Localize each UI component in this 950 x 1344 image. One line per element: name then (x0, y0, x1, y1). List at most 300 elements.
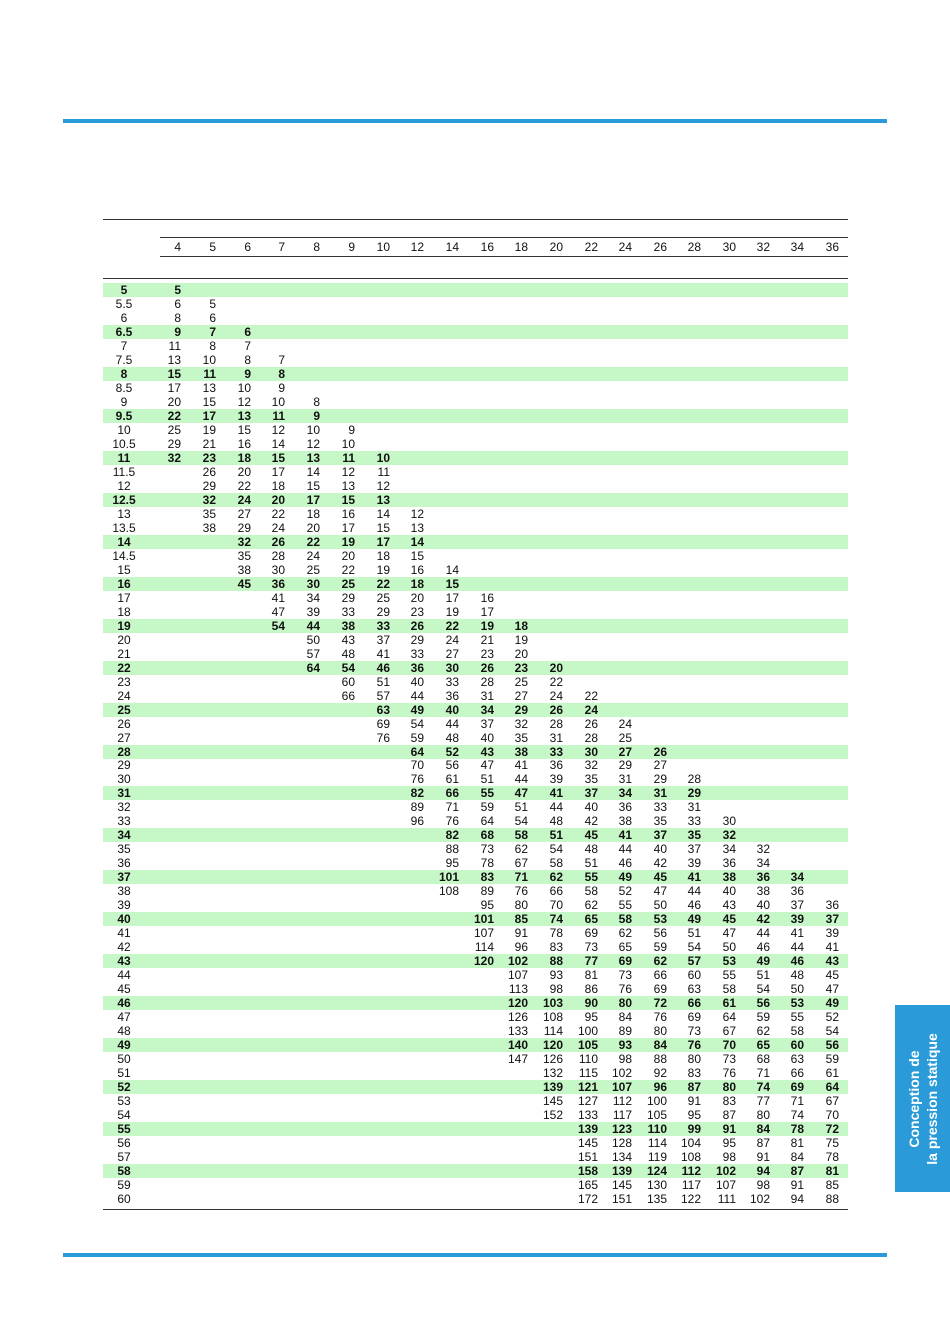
table-cell: 9 (313, 409, 320, 423)
table-cell: 127 (577, 1094, 598, 1108)
table-cell: 32 (237, 535, 251, 549)
table-cell: 50 (306, 633, 320, 647)
table-cell: 91 (756, 1150, 770, 1164)
table-cell: 17 (306, 493, 320, 507)
table-cell: 8 (174, 311, 181, 325)
table-cell: 20 (167, 395, 181, 409)
table-cell: 128 (611, 1136, 632, 1150)
table-cell: 29 (653, 772, 667, 786)
table-cell: 50 (790, 982, 804, 996)
table-cell: 17 (480, 605, 494, 619)
table-cell: 35 (202, 507, 216, 521)
table-cell: 69 (376, 717, 390, 731)
table-cell: 110 (647, 1122, 667, 1136)
table-cell: 24 (549, 689, 563, 703)
table-cell: 54 (549, 842, 563, 856)
table-cell: 74 (756, 1080, 770, 1094)
table-cell: 82 (445, 828, 459, 842)
table-cell: 22 (167, 409, 181, 423)
table-cell: 18 (410, 577, 424, 591)
table-cell: 66 (445, 786, 459, 800)
table-cell: 88 (445, 842, 459, 856)
table-cell: 25 (341, 577, 355, 591)
table-cell: 26 (480, 661, 494, 675)
column-header: 16 (480, 240, 494, 254)
column-header: 5 (209, 240, 216, 254)
row-label: 60 (117, 1192, 131, 1206)
table-cell: 43 (825, 954, 839, 968)
table-cell: 81 (790, 1136, 804, 1150)
table-cell: 165 (577, 1178, 598, 1192)
row-label: 55 (117, 1122, 131, 1136)
table-cell: 29 (341, 591, 355, 605)
table-cell: 44 (618, 842, 632, 856)
table-cell: 28 (480, 675, 494, 689)
table-cell: 41 (687, 870, 701, 884)
table-cell: 126 (507, 1010, 528, 1024)
table-cell: 18 (271, 479, 285, 493)
table-cell: 47 (271, 605, 285, 619)
table-cell: 41 (549, 786, 563, 800)
table-cell: 104 (680, 1136, 701, 1150)
table-cell: 45 (825, 968, 839, 982)
table-cell: 30 (584, 745, 598, 759)
table-cell: 32 (722, 828, 736, 842)
row-label: 18 (117, 605, 131, 619)
table-cell: 7 (278, 353, 285, 367)
table-cell: 98 (722, 1150, 736, 1164)
header-bottom-line (160, 256, 848, 257)
table-cell: 55 (584, 870, 598, 884)
table-cell: 28 (549, 717, 563, 731)
column-header: 10 (376, 240, 390, 254)
row-label: 49 (117, 1038, 131, 1052)
table-cell: 69 (790, 1080, 804, 1094)
table-cell: 83 (722, 1094, 736, 1108)
table-cell: 87 (790, 1164, 804, 1178)
table-cell: 87 (722, 1108, 736, 1122)
table-cell: 57 (376, 689, 390, 703)
table-cell: 24 (306, 549, 320, 563)
table-cell: 39 (306, 605, 320, 619)
table-cell: 38 (341, 619, 355, 633)
table-cell: 30 (306, 577, 320, 591)
table-cell: 14 (410, 535, 424, 549)
table-cell: 27 (618, 745, 632, 759)
table-cell: 11 (272, 409, 285, 423)
table-cell: 33 (376, 619, 390, 633)
table-cell: 34 (306, 591, 320, 605)
table-cell: 11 (168, 339, 181, 353)
table-cell: 122 (680, 1192, 701, 1206)
row-label: 35 (117, 842, 131, 856)
table-cell: 89 (480, 884, 494, 898)
table-cell: 37 (480, 717, 494, 731)
table-cell: 37 (584, 786, 598, 800)
table-cell: 38 (514, 745, 528, 759)
table-cell: 11 (377, 465, 390, 479)
row-label: 33 (117, 814, 131, 828)
table-cell: 34 (790, 870, 804, 884)
table-cell: 20 (237, 465, 251, 479)
table-cell: 8 (313, 395, 320, 409)
table-cell: 120 (507, 996, 528, 1010)
table-cell: 23 (202, 451, 216, 465)
table-cell: 73 (618, 968, 632, 982)
row-highlight (103, 283, 848, 297)
column-header: 7 (278, 240, 285, 254)
table-cell: 172 (577, 1192, 598, 1206)
table-cell: 62 (549, 870, 563, 884)
table-cell: 120 (542, 1038, 563, 1052)
table-cell: 18 (514, 619, 528, 633)
table-cell: 58 (514, 828, 528, 842)
table-cell: 40 (722, 884, 736, 898)
table-cell: 15 (237, 423, 251, 437)
table-cell: 22 (341, 563, 355, 577)
table-cell: 20 (514, 647, 528, 661)
table-cell: 31 (549, 731, 563, 745)
row-label: 14.5 (112, 549, 136, 563)
table-cell: 14 (271, 437, 285, 451)
table-cell: 139 (577, 1122, 598, 1136)
table-cell: 48 (341, 647, 355, 661)
row-label: 32 (117, 800, 131, 814)
table-cell: 47 (480, 758, 494, 772)
table-cell: 13 (410, 521, 424, 535)
table-cell: 120 (473, 954, 494, 968)
table-cell: 37 (653, 828, 667, 842)
table-cell: 33 (687, 814, 701, 828)
table-cell: 29 (167, 437, 181, 451)
table-cell: 61 (445, 772, 459, 786)
table-cell: 77 (584, 954, 598, 968)
table-cell: 102 (611, 1066, 632, 1080)
row-highlight (103, 535, 848, 549)
row-label: 40 (117, 912, 131, 926)
row-label: 6 (120, 311, 128, 325)
table-cell: 34 (756, 856, 770, 870)
table-cell: 17 (376, 535, 390, 549)
table-cell: 47 (653, 884, 667, 898)
table-cell: 57 (687, 954, 701, 968)
table-cell: 13 (167, 353, 181, 367)
table-cell: 93 (549, 968, 563, 982)
table-cell: 103 (542, 996, 563, 1010)
table-cell: 47 (825, 982, 839, 996)
row-label: 43 (117, 954, 131, 968)
table-cell: 9 (244, 367, 251, 381)
table-cell: 38 (756, 884, 770, 898)
table-cell: 84 (790, 1150, 804, 1164)
table-cell: 133 (577, 1108, 598, 1122)
table-cell: 112 (681, 1164, 701, 1178)
table-cell: 22 (584, 689, 598, 703)
section-tab-line1: Conception de (905, 1049, 922, 1148)
table-cell: 46 (687, 898, 701, 912)
table-cell: 12 (410, 507, 424, 521)
table-cell: 86 (584, 982, 598, 996)
table-cell: 54 (825, 1024, 839, 1038)
table-cell: 64 (825, 1080, 839, 1094)
table-cell: 64 (722, 1010, 736, 1024)
column-header: 34 (790, 240, 804, 254)
table-cell: 71 (445, 800, 459, 814)
table-cell: 99 (687, 1122, 701, 1136)
table-cell: 95 (445, 856, 459, 870)
table-cell: 24 (445, 633, 459, 647)
table-cell: 10 (202, 353, 216, 367)
table-cell: 30 (271, 563, 285, 577)
table-cell: 67 (514, 856, 528, 870)
table-cell: 80 (687, 1052, 701, 1066)
table-cell: 43 (341, 633, 355, 647)
table-cell: 82 (410, 786, 424, 800)
table-cell: 55 (722, 968, 736, 982)
row-label: 12.5 (112, 493, 136, 507)
row-label: 11.5 (112, 465, 136, 479)
table-cell: 41 (514, 758, 528, 772)
table-cell: 37 (790, 898, 804, 912)
table-cell: 27 (445, 647, 459, 661)
table-cell: 36 (825, 898, 839, 912)
table-cell: 45 (653, 870, 667, 884)
row-label: 25 (117, 703, 131, 717)
table-cell: 35 (653, 814, 667, 828)
table-cell: 61 (722, 996, 736, 1010)
table-cell: 70 (722, 1038, 736, 1052)
table-cell: 98 (549, 982, 563, 996)
table-cell: 26 (584, 717, 598, 731)
table-cell: 24 (584, 703, 598, 717)
row-label: 10 (117, 423, 131, 437)
table-cell: 14 (376, 507, 390, 521)
table-cell: 10 (237, 381, 251, 395)
table-cell: 44 (549, 800, 563, 814)
table-cell: 100 (577, 1024, 598, 1038)
table-cell: 64 (410, 745, 424, 759)
table-cell: 124 (646, 1164, 667, 1178)
row-label: 8.5 (115, 381, 133, 395)
row-label: 27 (117, 731, 131, 745)
table-cell: 54 (687, 940, 701, 954)
table-cell: 58 (722, 982, 736, 996)
table-cell: 31 (618, 772, 632, 786)
table-cell: 60 (687, 968, 701, 982)
section-tab (895, 1005, 950, 1192)
row-label: 47 (117, 1010, 131, 1024)
table-cell: 60 (341, 675, 355, 689)
table-cell: 45 (584, 828, 598, 842)
table-cell: 17 (167, 381, 181, 395)
table-cell: 76 (653, 1010, 667, 1024)
table-cell: 26 (653, 745, 667, 759)
table-cell: 57 (306, 647, 320, 661)
row-label: 20 (117, 633, 131, 647)
column-header: 14 (445, 240, 459, 254)
section-tab-line2: la pression statique (923, 1032, 940, 1165)
table-cell: 113 (508, 982, 528, 996)
table-cell: 80 (514, 898, 528, 912)
table-cell: 40 (584, 800, 598, 814)
table-cell: 13 (341, 479, 355, 493)
table-cell: 16 (410, 563, 424, 577)
row-label: 8 (120, 367, 128, 381)
table-cell: 110 (578, 1052, 598, 1066)
table-cell: 54 (341, 661, 355, 675)
table-cell: 9 (174, 325, 181, 339)
table-cell: 63 (687, 982, 701, 996)
table-cell: 83 (480, 870, 494, 884)
table-cell: 23 (410, 605, 424, 619)
table-cell: 8 (209, 339, 216, 353)
table-cell: 28 (271, 549, 285, 563)
table-cell: 40 (410, 675, 424, 689)
table-cell: 101 (473, 912, 494, 926)
table-cell: 36 (271, 577, 285, 591)
table-cell: 29 (514, 703, 528, 717)
table-cell: 75 (825, 1136, 839, 1150)
table-cell: 33 (653, 800, 667, 814)
table-cell: 98 (618, 1052, 632, 1066)
table-cell: 48 (790, 968, 804, 982)
table-cell: 29 (202, 479, 216, 493)
table-cell: 24 (271, 521, 285, 535)
table-cell: 20 (341, 549, 355, 563)
table-cell: 60 (790, 1038, 804, 1052)
table-cell: 53 (653, 912, 667, 926)
table-cell: 15 (167, 367, 181, 381)
row-label: 48 (117, 1024, 131, 1038)
table-cell: 130 (646, 1178, 667, 1192)
table-cell: 108 (438, 884, 459, 898)
table-cell: 114 (647, 1136, 667, 1150)
table-cell: 51 (376, 675, 390, 689)
table-cell: 49 (687, 912, 701, 926)
table-cell: 90 (584, 996, 598, 1010)
table-cell: 33 (410, 647, 424, 661)
table-cell: 51 (480, 772, 494, 786)
table-cell: 31 (687, 800, 701, 814)
table-cell: 15 (306, 479, 320, 493)
table-cell: 68 (480, 828, 494, 842)
row-label: 13 (117, 507, 131, 521)
row-label: 21 (117, 647, 131, 661)
table-cell: 43 (722, 898, 736, 912)
table-cell: 68 (756, 1052, 770, 1066)
table-cell: 102 (715, 1164, 736, 1178)
table-cell: 41 (790, 926, 804, 940)
table-cell: 91 (514, 926, 528, 940)
table-cell: 69 (584, 926, 598, 940)
row-label: 54 (117, 1108, 131, 1122)
table-cell: 19 (341, 535, 355, 549)
table-cell: 22 (306, 535, 320, 549)
table-cell: 95 (687, 1108, 701, 1122)
table-cell: 36 (756, 870, 770, 884)
table-cell: 66 (549, 884, 563, 898)
table-cell: 151 (577, 1150, 598, 1164)
table-cell: 15 (271, 451, 285, 465)
table-cell: 70 (825, 1108, 839, 1122)
table-cell: 12 (306, 437, 320, 451)
table-cell: 54 (514, 814, 528, 828)
table-cell: 85 (825, 1178, 839, 1192)
row-label: 9.5 (115, 409, 133, 423)
table-cell: 19 (202, 423, 216, 437)
table-cell: 25 (167, 423, 181, 437)
table-cell: 34 (618, 786, 632, 800)
table-cell: 105 (646, 1108, 667, 1122)
table-cell: 44 (790, 940, 804, 954)
table-cell: 36 (790, 884, 804, 898)
table-cell: 44 (756, 926, 770, 940)
table-cell: 17 (271, 465, 285, 479)
table-cell: 73 (584, 940, 598, 954)
table-cell: 14 (445, 563, 459, 577)
table-cell: 10 (306, 423, 320, 437)
table-cell: 41 (618, 828, 632, 842)
table-cell: 50 (653, 898, 667, 912)
table-cell: 56 (445, 758, 459, 772)
table-cell: 76 (618, 982, 632, 996)
table-cell: 48 (549, 814, 563, 828)
table-cell: 39 (549, 772, 563, 786)
table-cell: 98 (756, 1178, 770, 1192)
table-cell: 69 (653, 982, 667, 996)
table-cell: 65 (584, 912, 598, 926)
table-cell: 9 (348, 423, 355, 437)
table-cell: 115 (578, 1066, 598, 1080)
row-label: 57 (117, 1150, 131, 1164)
table-cell: 54 (410, 717, 424, 731)
column-header: 4 (174, 240, 181, 254)
table-cell: 101 (438, 870, 459, 884)
table-cell: 19 (445, 605, 459, 619)
table-cell: 83 (687, 1066, 701, 1080)
table-cell: 95 (722, 1136, 736, 1150)
table-cell: 73 (480, 842, 494, 856)
table-cell: 51 (756, 968, 770, 982)
table-cell: 95 (584, 1010, 598, 1024)
table-cell: 45 (722, 912, 736, 926)
table-cell: 58 (584, 884, 598, 898)
table-cell: 58 (790, 1024, 804, 1038)
row-label: 16 (117, 577, 131, 591)
table-cell: 134 (611, 1150, 632, 1164)
table-cell: 71 (790, 1094, 804, 1108)
section-tab-label (905, 1009, 941, 1189)
table-cell: 147 (507, 1052, 528, 1066)
table-cell: 29 (410, 633, 424, 647)
table-cell: 78 (480, 856, 494, 870)
table-cell: 107 (715, 1178, 736, 1192)
table-cell: 9 (278, 381, 285, 395)
table-cell: 19 (376, 563, 390, 577)
table-cell: 17 (341, 521, 355, 535)
table-cell: 100 (646, 1094, 667, 1108)
table-cell: 32 (514, 717, 528, 731)
table-cell: 40 (653, 842, 667, 856)
table-cell: 49 (618, 870, 632, 884)
table-cell: 7 (244, 339, 251, 353)
table-cell: 91 (722, 1122, 736, 1136)
row-label: 42 (117, 940, 131, 954)
table-cell: 48 (584, 842, 598, 856)
table-cell: 51 (687, 926, 701, 940)
table-cell: 55 (618, 898, 632, 912)
column-header: 30 (722, 240, 736, 254)
